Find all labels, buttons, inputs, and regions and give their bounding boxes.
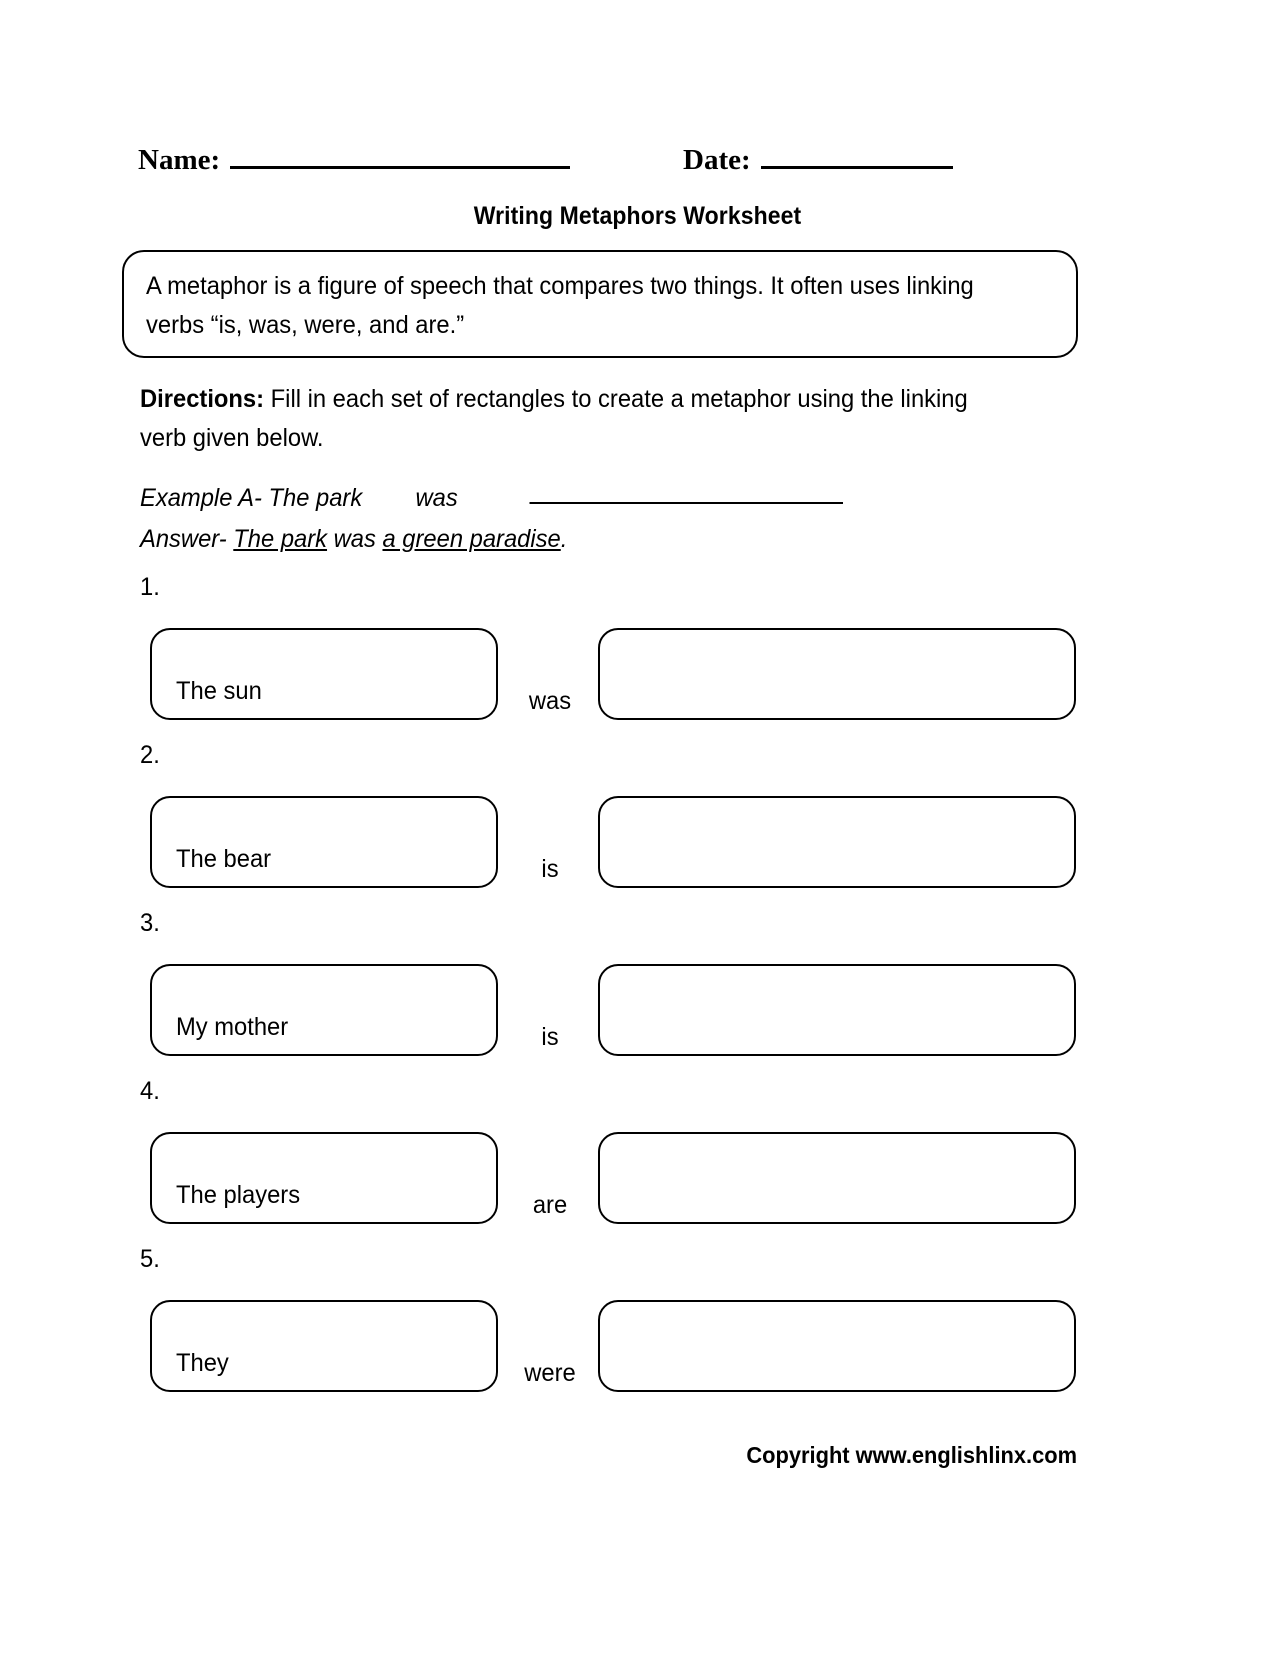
subject-text: The players xyxy=(176,1181,301,1209)
example-answer-subject: The park xyxy=(233,525,328,553)
definition-text: A metaphor is a figure of speech that compares two things. It often uses linking verbs “is, was, were, and are.” xyxy=(146,272,974,339)
question-number: 1. xyxy=(140,573,160,601)
linking-verb: are xyxy=(532,1191,568,1219)
date-write-line[interactable] xyxy=(761,140,953,169)
page-title: Writing Metaphors Worksheet xyxy=(473,202,802,230)
subject-box xyxy=(150,964,498,1056)
subject-box xyxy=(150,1300,498,1392)
directions-text: Fill in each set of rectangles to create a metaphor using the linking verb given below. xyxy=(140,385,968,452)
example-answer-blank[interactable] xyxy=(530,482,844,504)
metaphor-answer-box[interactable] xyxy=(598,964,1076,1056)
name-field-group xyxy=(138,140,570,177)
metaphor-answer-box[interactable] xyxy=(598,1300,1076,1392)
question-number: 5. xyxy=(140,1245,160,1273)
question-number: 4. xyxy=(140,1077,160,1105)
linking-verb: is xyxy=(541,1023,559,1051)
example-answer-verb: was xyxy=(333,525,376,553)
metaphor-answer-box[interactable] xyxy=(598,796,1076,888)
example-prompt-subject-text: The park xyxy=(268,484,363,512)
example-prompt-verb: was xyxy=(415,484,458,512)
date-label: Date: xyxy=(683,144,751,176)
example-prompt-label: Example A- xyxy=(140,484,262,512)
subject-text: The sun xyxy=(176,677,262,705)
copyright-notice: Copyright www.englishlinx.com xyxy=(746,1442,1077,1468)
metaphor-answer-box[interactable] xyxy=(598,1132,1076,1224)
example-prompt-subject xyxy=(140,478,416,518)
example-answer-line xyxy=(140,519,567,559)
example-prompt-line xyxy=(140,478,995,518)
question-number: 2. xyxy=(140,741,160,769)
directions-paragraph xyxy=(140,380,995,458)
linking-verb: was xyxy=(528,687,572,715)
subject-box xyxy=(150,1132,498,1224)
example-answer-label: Answer- xyxy=(140,525,227,553)
example-answer-period: . xyxy=(560,525,568,553)
question-number: 3. xyxy=(140,909,160,937)
linking-verb: is xyxy=(541,855,559,883)
subject-text: They xyxy=(176,1349,229,1377)
name-write-line[interactable] xyxy=(230,140,570,169)
linking-verb: were xyxy=(524,1359,576,1387)
metaphor-answer-box[interactable] xyxy=(598,628,1076,720)
date-field-group xyxy=(683,140,953,177)
definition-box xyxy=(122,250,1078,358)
header-row xyxy=(138,140,1078,182)
name-label: Name: xyxy=(138,144,221,176)
example-answer-complement: a green paradise xyxy=(382,525,561,553)
directions-label: Directions: xyxy=(140,385,265,413)
subject-box xyxy=(150,796,498,888)
subject-text: My mother xyxy=(176,1013,289,1041)
subject-box xyxy=(150,628,498,720)
subject-text: The bear xyxy=(176,845,272,873)
